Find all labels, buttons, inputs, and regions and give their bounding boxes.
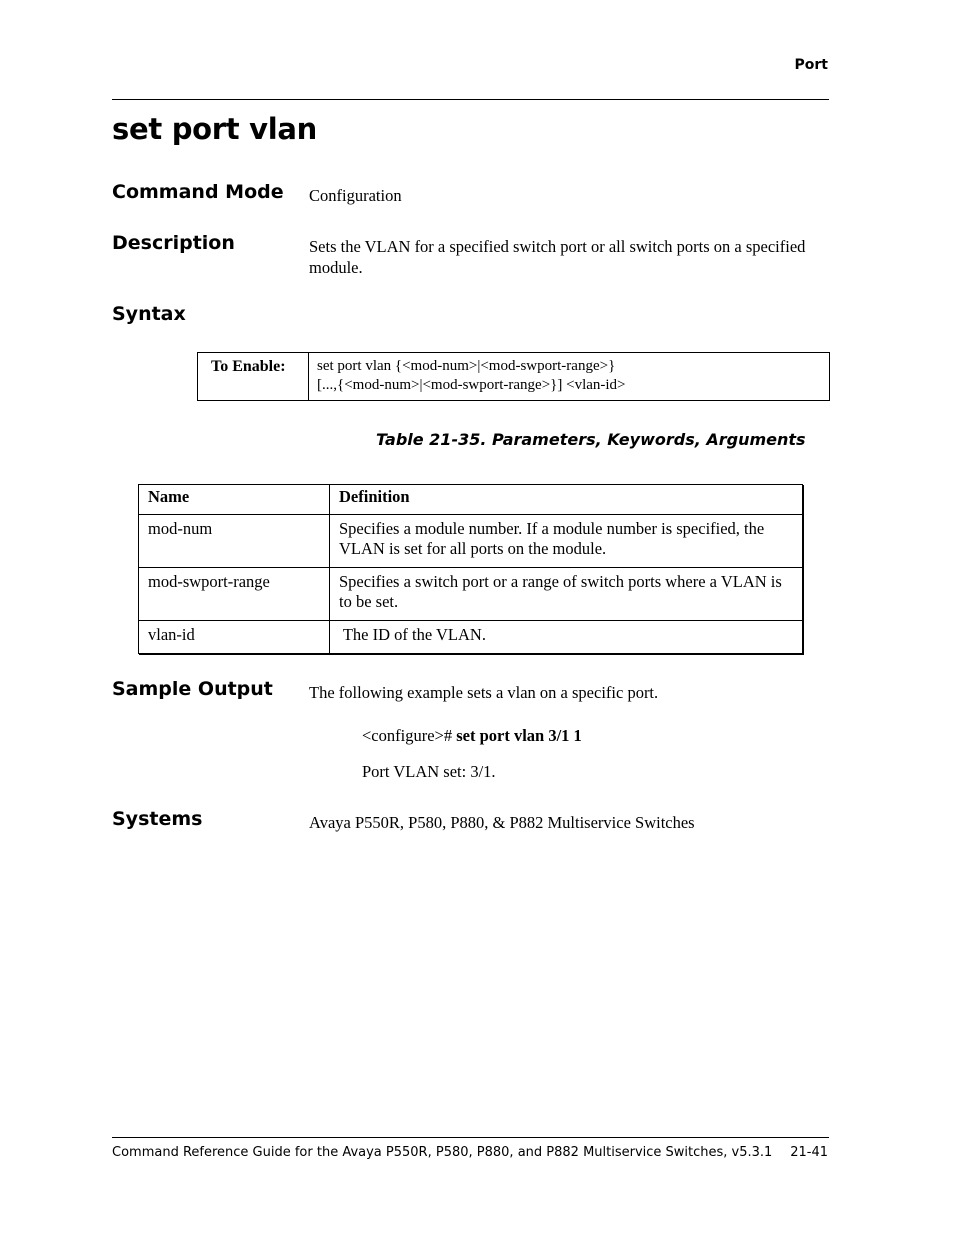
systems-value: Avaya P550R, P580, P880, & P882 Multiservice Switches <box>309 813 695 832</box>
table-row <box>139 568 803 621</box>
param-definition: Specifies a switch port or a range of switch ports where a VLAN is to be set. <box>330 568 803 621</box>
description-text: Sets the VLAN for a specified switch port or all switch ports on a specified module. <box>309 237 806 277</box>
syntax-heading: Syntax <box>112 303 186 325</box>
command-mode-value: Configuration <box>309 186 402 205</box>
description-heading: Description <box>112 232 235 254</box>
sample-output-intro: The following example sets a vlan on a specific port. <box>309 683 659 702</box>
command-mode-heading: Command Mode <box>112 181 284 203</box>
param-definition: The ID of the VLAN. <box>330 621 803 654</box>
sample-prompt: <configure># <box>362 726 453 745</box>
param-definition: Specifies a module number. If a module number is specified, the VLAN is set for all ports on the module. <box>330 515 803 568</box>
parameters-table <box>138 484 803 654</box>
page-title: set port vlan <box>112 112 317 146</box>
syntax-row <box>198 353 830 401</box>
table-row <box>139 515 803 568</box>
running-header: Port <box>794 57 828 73</box>
footer-title: Command Reference Guide for the Avaya P550R, P580, P880, and P882 Multiservice Switches, v5.3.1 <box>112 1145 773 1160</box>
footer-divider <box>112 1137 829 1138</box>
table-row <box>139 621 803 654</box>
syntax-command-line-2: [...,{<mod-num>|<mod-swport-range>}] <vlan-id> <box>317 377 626 393</box>
syntax-command-cell <box>309 353 830 401</box>
sample-result: Port VLAN set: 3/1. <box>362 762 496 781</box>
sample-command-line <box>362 726 582 746</box>
page-number: 21-41 <box>790 1145 828 1160</box>
table-header-row <box>139 485 803 515</box>
sample-command: set port vlan 3/1 1 <box>456 726 582 745</box>
syntax-table <box>197 352 830 401</box>
sample-output-heading: Sample Output <box>112 678 273 700</box>
param-name: mod-num <box>139 515 330 568</box>
param-name: vlan-id <box>139 621 330 654</box>
param-name: mod-swport-range <box>139 568 330 621</box>
systems-heading: Systems <box>112 808 203 830</box>
syntax-enable-label: To Enable: <box>198 353 309 401</box>
column-header-definition: Definition <box>330 485 803 515</box>
syntax-command-line-1: set port vlan {<mod-num>|<mod-swport-range>} <box>317 358 616 374</box>
header-divider <box>112 99 829 100</box>
table-caption: Table 21-35. Parameters, Keywords, Arguments <box>376 430 806 449</box>
column-header-name: Name <box>139 485 330 515</box>
